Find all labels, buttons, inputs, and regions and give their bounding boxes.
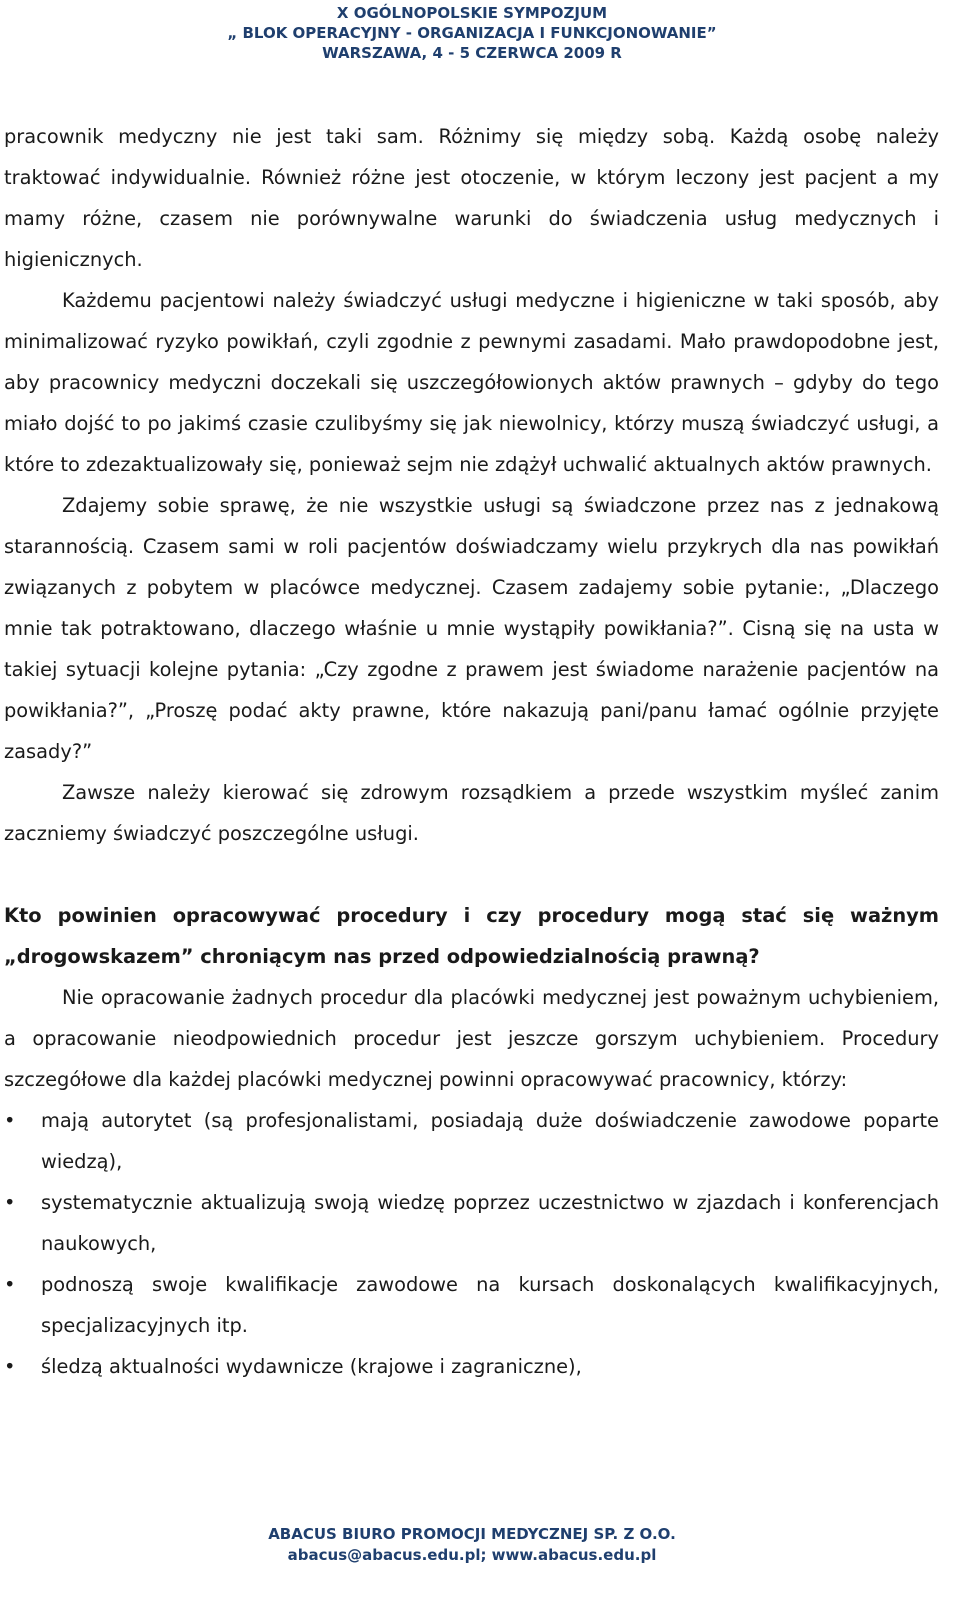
bullet-list: [4, 1100, 939, 1387]
footer-company-name: ABACUS BIURO PROMOCJI MEDYCZNEJ SP. Z O.O.: [268, 1525, 676, 1543]
paragraph-5: Nie opracowanie żadnych procedur dla placówki medycznej jest poważnym uchybieniem, a opracowanie nieodpowiednich procedur jest jeszcze gorszym uchybieniem. Procedury szczegółowe dla każdej placówki medycznej powinni opracowywać pracownicy, którzy:: [4, 986, 939, 1091]
list-item: [4, 1264, 939, 1346]
list-item-text: systematycznie aktualizują swoją wiedzę poprzez uczestnictwo w zjazdach i konferencjach naukowych,: [41, 1191, 939, 1255]
page-footer: [0, 1524, 944, 1566]
bullet-icon: •: [4, 1191, 16, 1214]
header-symposium-subtitle: „ BLOK OPERACYJNY - ORGANIZACJA I FUNKCJONOWANIE”: [227, 24, 717, 42]
paragraph-4: Zawsze należy kierować się zdrowym rozsądkiem a przede wszystkim myśleć zanim zaczniemy świadczyć poszczególne usługi.: [4, 781, 939, 845]
paragraph-1: pracownik medyczny nie jest taki sam. Różnimy się między sobą. Każdą osobę należy traktować indywidualnie. Również różne jest otoczenie, w którym leczony jest pacjent a my mamy różne, czasem nie porównywalne warunki do świadczenia usług medycznych i higienicznych.: [4, 125, 939, 271]
header-symposium-title: X OGÓLNOPOLSKIE SYMPOZJUM: [336, 4, 608, 22]
bullet-icon: •: [4, 1355, 16, 1378]
document-body: [4, 116, 939, 1387]
footer-contact: abacus@abacus.edu.pl; www.abacus.edu.pl: [287, 1546, 657, 1564]
section-heading: Kto powinien opracowywać procedury i czy procedury mogą stać się ważnym „drogowskazem” chroniącym nas przed odpowiedzialnością prawną?: [4, 904, 939, 968]
list-item: [4, 1100, 939, 1182]
paragraph-3: Zdajemy sobie sprawę, że nie wszystkie usługi są świadczone przez nas z jednakową starannością. Czasem sami w roli pacjentów doświadczamy wielu przykrych dla nas powikłań związanych z pobytem w placówce medycznej. Czasem zadajemy sobie pytanie:, „Dlaczego mnie tak potraktowano, dlaczego właśnie u mnie wystąpiły powikłania?”. Cisną się na usta w takiej sytuacji kolejne pytania: „Czy zgodne z prawem jest świadome narażenie pacjentów na powikłania?”, „Proszę podać akty prawne, które nakazują pani/panu łamać ogólnie przyjęte zasady?”: [4, 494, 939, 763]
header-symposium-date: WARSZAWA, 4 - 5 CZERWCA 2009 R: [322, 44, 622, 62]
list-item-text: mają autorytet (są profesjonalistami, posiadają duże doświadczenie zawodowe poparte wiedzą),: [41, 1109, 939, 1173]
paragraph-2: Każdemu pacjentowi należy świadczyć usługi medyczne i higieniczne w taki sposób, aby minimalizować ryzyko powikłań, czyli zgodnie z pewnymi zasadami. Mało prawdopodobne jest, aby pracownicy medyczni doczekali się uszczegółowionych aktów prawnych – gdyby do tego miało dojść to po jakimś czasie czulibyśmy się jak niewolnicy, którzy muszą świadczyć usługi, a które to zdezaktualizowały się, ponieważ sejm nie zdążył uchwalić aktualnych aktów prawnych.: [4, 289, 939, 476]
list-item-text: podnoszą swoje kwalifikacje zawodowe na kursach doskonalących kwalifikacyjnych, specjalizacyjnych itp.: [41, 1273, 939, 1337]
list-item: [4, 1346, 939, 1387]
bullet-icon: •: [4, 1273, 16, 1296]
list-item: [4, 1182, 939, 1264]
list-item-text: śledzą aktualności wydawnicze (krajowe i zagraniczne),: [41, 1355, 582, 1378]
bullet-icon: •: [4, 1109, 16, 1132]
page-header: [0, 0, 944, 63]
